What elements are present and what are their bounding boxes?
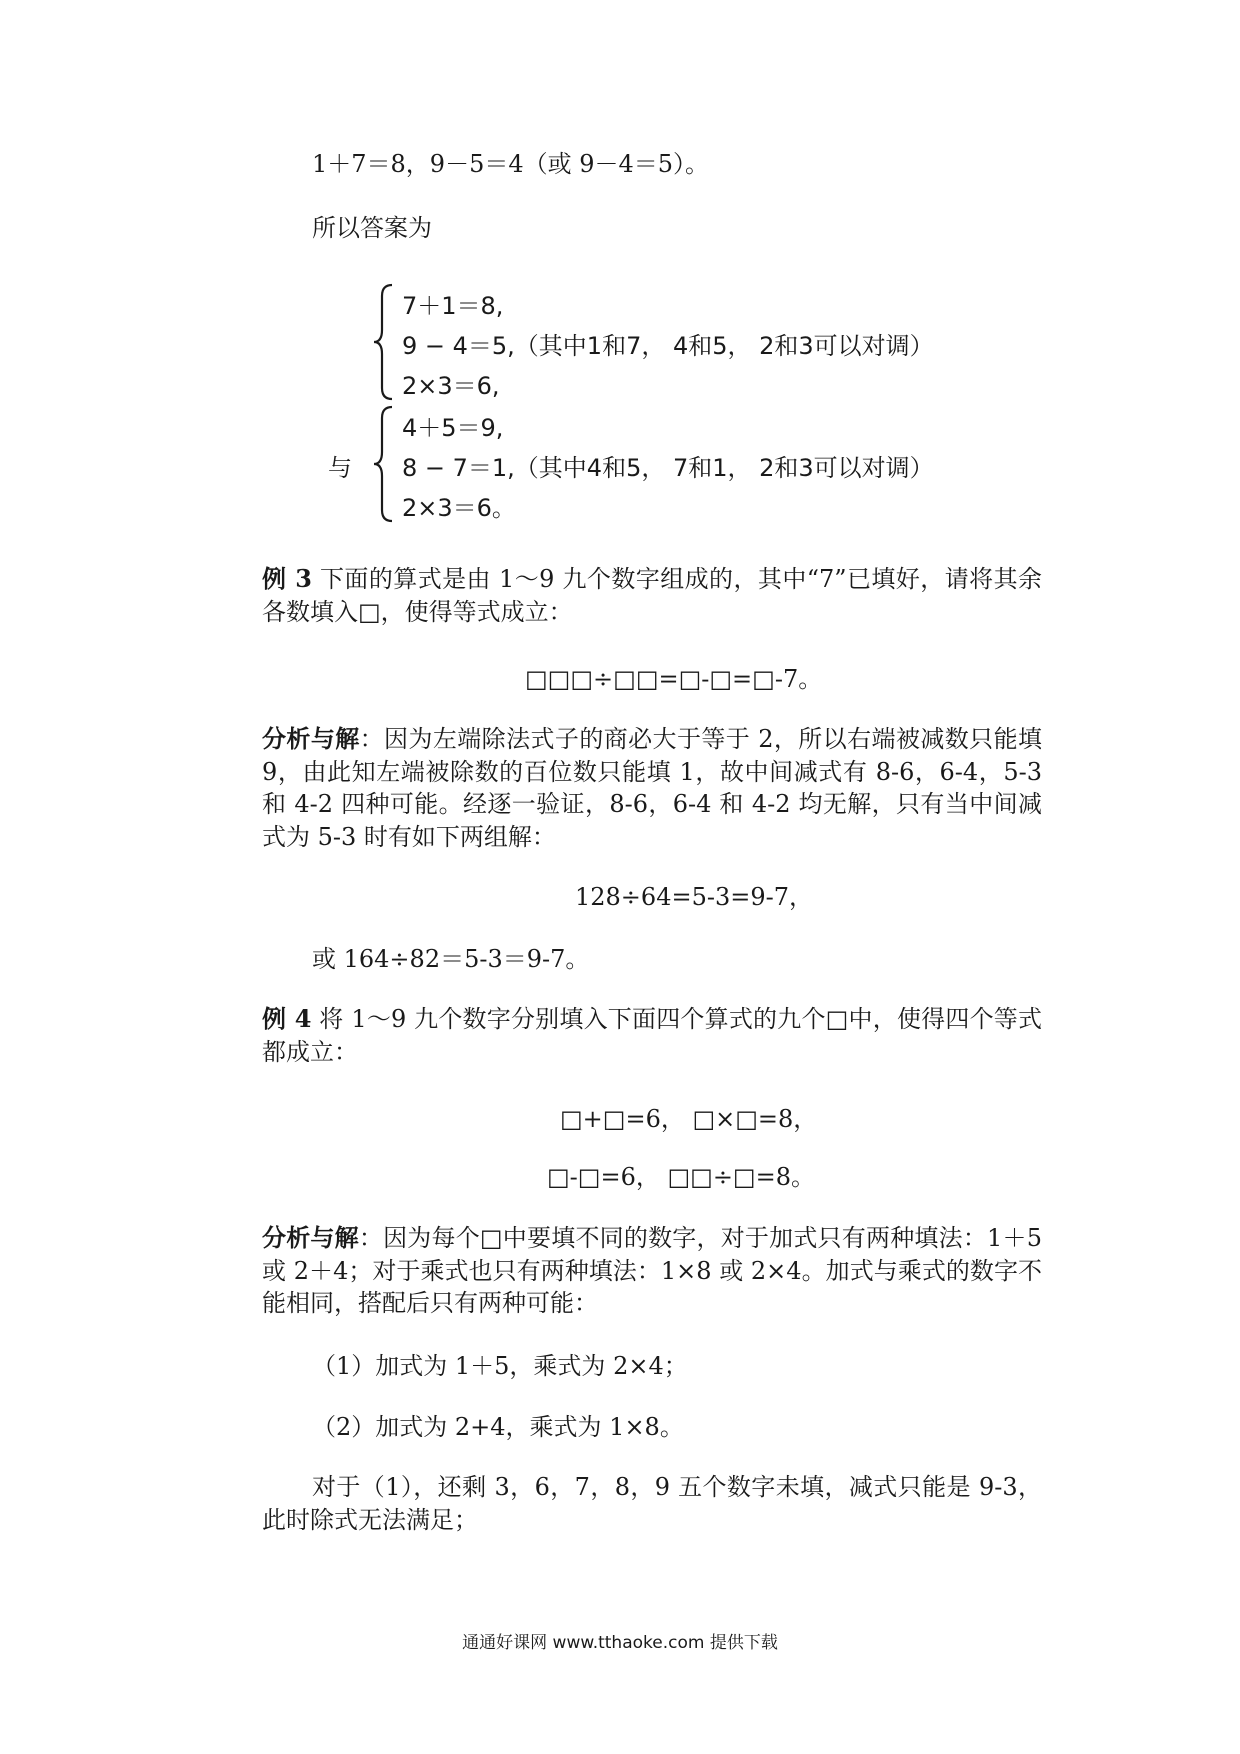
line-answer-intro: 所以答案为 — [312, 214, 432, 242]
curly-brace-icon — [372, 282, 394, 402]
analysis-text: ：因为左端除法式子的商必大于等于 2，所以右端被减数只能填 9，由此知左端被除数的百位数只能填 1，故中间减式有 8-6，6-4，5-3 和 4-2 四种可能。经逐一验证，8-6，6-4 和 4-2 均无解，只有当中间减式为 5-3 时有如下两组解： — [262, 725, 1042, 851]
system-row: 8 − 7＝1,（其中4和5， 7和1， 2和3可以对调） — [402, 454, 934, 482]
example-4-equations-row1: □+□=6， □×□=8， — [560, 1105, 818, 1133]
example-text: 下面的算式是由 1～9 九个数字组成的，其中“7”已填好，请将其余各数填入□，使得等式成立： — [262, 565, 1043, 626]
curly-brace-icon — [372, 404, 394, 524]
analysis-text: ：因为每个□中要填不同的数字，对于加式只有两种填法：1＋5 或 2＋4；对于乘式也只有两种填法：1×8 或 2×4。加式与乘式的数字不能相同，搭配后只有两种可能： — [262, 1224, 1043, 1317]
solution-line-2: 或 164÷82＝5-3＝9-7。 — [312, 945, 590, 973]
case-2: （2）加式为 2+4，乘式为 1×8。 — [312, 1413, 684, 1441]
case-1: （1）加式为 1＋5，乘式为 2×4； — [312, 1352, 688, 1380]
analysis-label: 分析与解 — [262, 724, 360, 753]
system-row: 2×3＝6, — [402, 372, 500, 400]
system-row: 7＋1＝8, — [402, 292, 504, 320]
example-3-analysis — [262, 723, 1042, 853]
line-equations: 1＋7＝8，9－5＝4（或 9－4＝5）。 — [312, 150, 710, 178]
example-3-statement — [262, 563, 1042, 628]
example-4-equations-row2: □-□=6， □□÷□=8。 — [547, 1163, 815, 1191]
example-label: 例 4 — [262, 1004, 312, 1033]
example-4-statement — [262, 1003, 1042, 1068]
equation-system-2 — [372, 404, 1012, 524]
example-3-equation: □□□÷□□=□-□=□-7。 — [525, 665, 823, 693]
analysis-label: 分析与解 — [262, 1223, 359, 1252]
system-row: 2×3＝6。 — [402, 494, 516, 522]
solution-line-1: 128÷64=5-3=9-7， — [575, 883, 813, 911]
example-4-analysis — [262, 1222, 1042, 1320]
page-footer: 通通好课网 www.tthaoke.com 提供下载 — [462, 1633, 778, 1653]
closing-paragraph: 对于（1），还剩 3，6，7，8，9 五个数字未填，减式只能是 9-3，此时除式无法满足； — [262, 1473, 1042, 1534]
example-text: 将 1～9 九个数字分别填入下面四个算式的九个□中，使得四个等式都成立： — [262, 1005, 1042, 1066]
system-prefix: 与 — [328, 454, 352, 482]
equation-system-1 — [372, 282, 1012, 402]
system-row: 9 − 4＝5,（其中1和7， 4和5， 2和3可以对调） — [402, 332, 934, 360]
system-row: 4＋5＝9, — [402, 414, 504, 442]
example-label: 例 3 — [262, 564, 312, 593]
